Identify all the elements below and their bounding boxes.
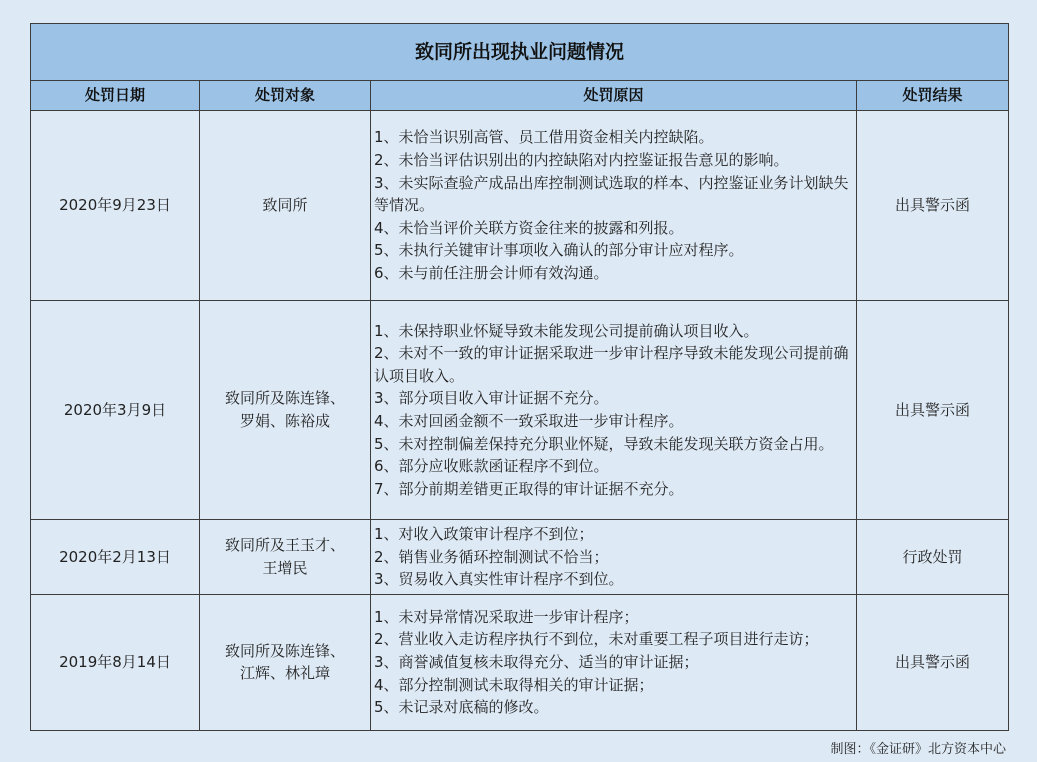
penalty-reasons: [371, 301, 857, 520]
reason-item: 7、部分前期差错更正取得的审计证据不充分。: [374, 479, 684, 498]
reason-item: 2、营业收入走访程序执行不到位，未对重要工程子项目进行走访；: [374, 630, 819, 649]
penalty-date: 2020年3月9日: [31, 301, 200, 520]
source-credit: 制图：《金证研》北方资本中心: [830, 742, 1006, 757]
table-row: [31, 111, 1009, 301]
reason-item: 6、未与前任注册会计师有效沟通。: [374, 263, 609, 282]
table-row: [31, 301, 1009, 520]
header-row: [31, 81, 1009, 111]
penalty-result: 出具警示函: [857, 111, 1009, 301]
reason-item: 2、未对不一致的审计证据采取进一步审计程序导致未能发现公司提前确认项目收入。: [374, 344, 849, 385]
title-row: [31, 24, 1009, 81]
reason-item: 1、未对异常情况采取进一步审计程序；: [374, 607, 639, 626]
reason-item: 3、部分项目收入审计证据不充分。: [374, 389, 609, 408]
penalty-target: [200, 111, 371, 301]
table-row: [31, 594, 1009, 730]
penalty-reasons: [371, 594, 857, 730]
target-line: 王增民: [262, 558, 308, 577]
target-line: 罗娟、陈裕成: [239, 412, 330, 430]
target-line: 致同所及陈连锋、: [224, 389, 345, 408]
target-line: 致同所: [262, 196, 308, 215]
header-target: 处罚对象: [200, 81, 371, 111]
penalty-reasons: [371, 520, 857, 595]
penalty-reasons: [371, 111, 857, 301]
table-row: [31, 520, 1009, 595]
header-date: 处罚日期: [31, 81, 200, 111]
table-wrapper: [30, 23, 1008, 731]
penalty-date: 2019年8月14日: [31, 594, 200, 730]
penalty-result: 出具警示函: [857, 594, 1009, 730]
penalty-target: [200, 594, 371, 730]
target-line: 江辉、林礼璋: [239, 664, 330, 683]
reason-item: 3、商誉减值复核未取得充分、适当的审计证据；: [374, 652, 699, 671]
reason-item: 4、部分控制测试未取得相关的审计证据；: [374, 675, 654, 694]
reason-item: 4、未恰当评价关联方资金往来的披露和列报。: [374, 218, 684, 237]
reason-item: 5、未执行关键审计事项收入确认的部分审计应对程序。: [374, 241, 744, 260]
reason-item: 2、销售业务循环控制测试不恰当；: [374, 547, 609, 566]
reason-item: 6、部分应收账款函证程序不到位。: [374, 457, 609, 476]
penalty-result: 行政处罚: [857, 520, 1009, 595]
penalty-table: [30, 23, 1009, 731]
reason-item: 4、未对回函金额不一致采取进一步审计程序。: [374, 412, 684, 430]
header-reason: 处罚原因: [371, 81, 857, 111]
reason-item: 3、贸易收入真实性审计程序不到位。: [374, 570, 624, 589]
reason-item: 1、未恰当识别高管、员工借用资金相关内控缺陷。: [374, 128, 714, 147]
penalty-target: [200, 301, 371, 520]
reason-item: 1、未保持职业怀疑导致未能发现公司提前确认项目收入。: [374, 321, 759, 340]
header-result: 处罚结果: [857, 81, 1009, 111]
table-title: 致同所出现执业问题情况: [31, 24, 1009, 81]
penalty-date: 2020年9月23日: [31, 111, 200, 301]
penalty-result: 出具警示函: [857, 301, 1009, 520]
target-line: 致同所及王玉才、: [224, 536, 345, 555]
penalty-target: [200, 520, 371, 595]
reason-item: 5、未记录对底稿的修改。: [374, 698, 549, 717]
penalty-date: 2020年2月13日: [31, 520, 200, 595]
reason-item: 2、未恰当评估识别出的内控缺陷对内控鉴证报告意见的影响。: [374, 151, 789, 170]
target-line: 致同所及陈连锋、: [224, 641, 345, 660]
reason-item: 3、未实际查验产成品出库控制测试选取的样本、内控鉴证业务计划缺失等情况。: [374, 173, 849, 215]
reason-item: 1、对收入政策审计程序不到位；: [374, 525, 594, 543]
reason-item: 5、未对控制偏差保持充分职业怀疑，导致未能发现关联方资金占用。: [374, 434, 834, 453]
